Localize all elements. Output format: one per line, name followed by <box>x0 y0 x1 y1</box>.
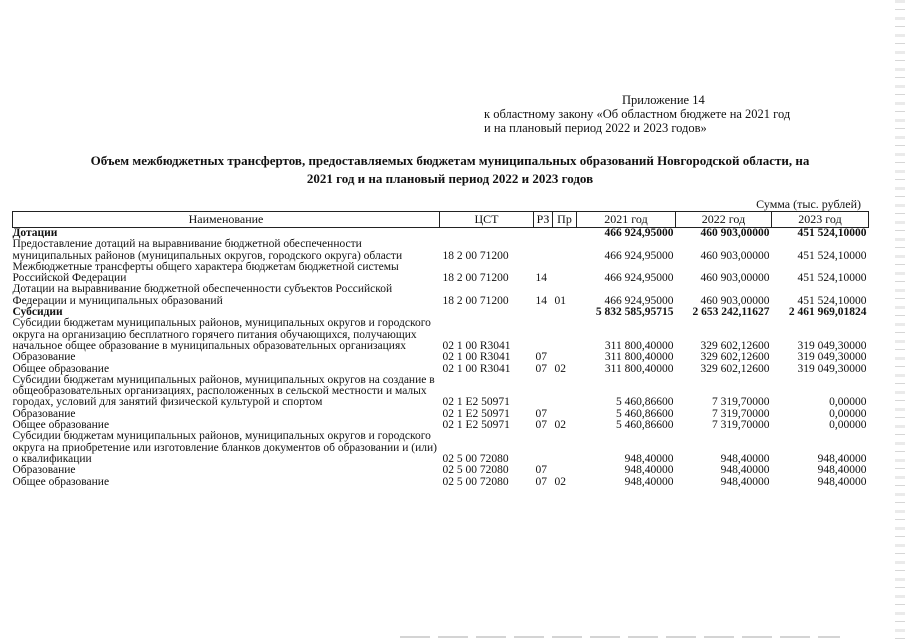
header-2022: 2022 год <box>676 212 772 228</box>
row-name-cell: Межбюджетные трансферты общего характера бюджетам бюджетной системы Российской Федерации <box>12 260 399 285</box>
row-cst-cell: 18 2 00 71200 <box>442 294 509 307</box>
row-rz-cell <box>534 318 553 352</box>
row-cst-cell: 02 5 00 72080 <box>442 464 509 477</box>
header-cst: ЦСТ <box>440 212 534 228</box>
row-name-cell: Субсидии бюджетам муниципальных районов, муниципальных округов и городского округа на организацию бесплатного горячего питания обучающихся, получающих начальное общее образование в муниципальных образовательных организациях <box>12 317 431 352</box>
row-2022-cell: 460 903,00000 <box>700 272 770 285</box>
table-header-row <box>13 212 869 228</box>
row-2022-cell: 948,40000 <box>720 464 770 477</box>
row-2022-cell: 460 903,00000 <box>700 249 770 262</box>
row-cst-cell: 02 1 E2 50971 <box>442 396 510 409</box>
row-pr-cell: 02 <box>554 475 566 488</box>
row-2021-cell: 466 924,95000 <box>604 249 674 262</box>
row-name-cell: Образование <box>12 351 76 364</box>
row-pr-cell <box>553 318 577 352</box>
row-2021-cell: 5 460,86600 <box>616 407 674 420</box>
row-pr-cell <box>553 375 577 409</box>
row-name-cell: Общее образование <box>12 362 110 375</box>
row-name-cell: Дотации на выравнивание бюджетной обеспеченности субъектов Российской Федерации и муниципальных образований <box>12 283 393 307</box>
row-2022-cell: 2 653 242,11627 <box>692 306 770 319</box>
row-2021-cell: 948,40000 <box>624 464 674 477</box>
row-2022-cell: 460 903,00000 <box>700 227 770 239</box>
row-2023-cell: 451 524,10000 <box>797 249 867 262</box>
row-2021-cell: 311 800,40000 <box>604 339 674 352</box>
row-rz-cell: 07 <box>535 464 547 477</box>
row-2023-cell: 948,40000 <box>817 475 867 488</box>
row-2022-cell: 948,40000 <box>720 452 770 465</box>
row-rz-cell: 07 <box>535 475 547 488</box>
row-2021-cell: 948,40000 <box>624 452 674 465</box>
table-row <box>13 262 869 285</box>
row-name-cell: Образование <box>12 464 76 477</box>
row-2022-cell: 7 319,70000 <box>712 396 770 409</box>
row-pr-cell <box>553 431 577 465</box>
row-cst-cell: 18 2 00 71200 <box>442 272 509 285</box>
document-title <box>10 152 890 188</box>
row-2022-cell: 329 602,12600 <box>700 351 770 364</box>
header-rz: РЗ <box>534 212 553 228</box>
row-name-cell: Субсидии бюджетам муниципальных районов, муниципальных округов на создание в общеобразовательных организациях, расположенных в сельской местности и малых городах, условий для занятий физической культурой и спортом <box>12 373 435 409</box>
row-rz-cell: 14 <box>535 294 547 307</box>
row-name-cell: Общее образование <box>12 419 110 432</box>
header-2023: 2023 год <box>772 212 869 228</box>
table-row <box>13 431 869 465</box>
row-cst-cell: 02 1 E2 50971 <box>442 419 510 432</box>
unit-label: Сумма (тыс. рублей) <box>756 197 861 211</box>
row-name-cell: Дотации <box>12 227 58 239</box>
row-rz-cell <box>534 431 553 465</box>
row-rz-cell: 14 <box>535 272 547 285</box>
row-pr-cell: 01 <box>554 294 566 307</box>
row-2022-cell: 329 602,12600 <box>700 362 770 375</box>
table-row <box>13 465 869 476</box>
row-2021-cell: 5 832 585,95715 <box>595 306 674 319</box>
row-pr-cell <box>553 465 577 476</box>
row-rz-cell <box>534 307 553 318</box>
row-rz-cell <box>534 228 553 240</box>
row-2023-cell: 451 524,10000 <box>797 294 867 307</box>
row-rz-cell: 07 <box>535 362 547 375</box>
row-2023-cell: 319 049,30000 <box>797 339 867 352</box>
row-2022-cell: 460 903,00000 <box>700 294 770 307</box>
transfers-table <box>12 211 869 488</box>
row-cst-cell: 02 5 00 72080 <box>442 475 509 488</box>
row-rz-cell <box>534 239 553 262</box>
row-cst-cell <box>440 307 534 318</box>
row-pr-cell: 02 <box>554 419 566 432</box>
row-cst-cell <box>440 228 534 240</box>
document-title-line-1: Объем межбюджетных трансфертов, предоставляемых бюджетам муниципальных образований Новгородской области, на <box>90 153 810 168</box>
table-row <box>13 239 869 262</box>
row-name-cell: Субсидии бюджетам муниципальных районов, муниципальных округов и городского округа на приобретение или изготовление бланков документов об образовании и (или) о квалификации <box>12 430 437 465</box>
row-pr-cell <box>553 262 577 285</box>
row-2023-cell: 0,00000 <box>829 419 867 432</box>
row-rz-cell: 07 <box>535 419 547 432</box>
row-2022-cell: 7 319,70000 <box>712 419 770 432</box>
row-rz-cell: 07 <box>535 351 547 364</box>
row-2023-cell: 451 524,10000 <box>797 272 867 285</box>
row-cst-cell: 18 2 00 71200 <box>442 249 509 262</box>
row-2023-cell: 451 524,10000 <box>797 227 867 239</box>
row-cst-cell: 02 1 00 R3041 <box>442 339 511 352</box>
appendix-number: Приложение 14 <box>622 93 705 107</box>
appendix-header <box>484 93 884 135</box>
row-pr-cell <box>553 352 577 363</box>
row-2021-cell: 466 924,95000 <box>604 272 674 285</box>
row-name-cell: Предоставление дотаций на выравнивание бюджетной обеспеченности муниципальных районов (муниципальных округов, городского округа) области <box>12 238 403 262</box>
row-name-cell: Образование <box>12 407 76 420</box>
row-2021-cell: 311 800,40000 <box>604 362 674 375</box>
header-pr: Пр <box>553 212 577 228</box>
row-2021-cell: 5 460,86600 <box>616 419 674 432</box>
row-rz-cell: 07 <box>535 407 547 420</box>
scan-edge-artifact <box>895 0 905 640</box>
row-cst-cell: 02 5 00 72080 <box>442 452 509 465</box>
row-2023-cell: 0,00000 <box>829 396 867 409</box>
row-name-cell: Общее образование <box>12 475 110 488</box>
row-rz-cell <box>534 375 553 409</box>
row-2022-cell: 948,40000 <box>720 475 770 488</box>
row-2021-cell: 466 924,95000 <box>604 227 674 239</box>
row-2023-cell: 0,00000 <box>829 407 867 420</box>
row-cst-cell: 02 1 00 R3041 <box>442 351 511 364</box>
row-pr-cell: 02 <box>554 362 566 375</box>
scan-bottom-artifact <box>400 636 840 638</box>
row-2021-cell: 466 924,95000 <box>604 294 674 307</box>
row-2022-cell: 7 319,70000 <box>712 407 770 420</box>
row-2021-cell: 948,40000 <box>624 475 674 488</box>
table-row <box>13 477 869 488</box>
row-2023-cell: 948,40000 <box>817 464 867 477</box>
header-2021: 2021 год <box>577 212 676 228</box>
row-2021-cell: 311 800,40000 <box>604 351 674 364</box>
appendix-law-reference: к областному закону «Об областном бюджете на 2021 год <box>484 107 791 121</box>
table-body <box>13 228 869 488</box>
document-title-line-2: 2021 год и на плановый период 2022 и 2023 годов <box>306 171 594 186</box>
row-cst-cell: 02 1 00 R3041 <box>442 362 511 375</box>
table-row <box>13 352 869 363</box>
row-2021-cell: 5 460,86600 <box>616 396 674 409</box>
row-pr-cell <box>553 307 577 318</box>
row-2023-cell: 2 461 969,01824 <box>788 306 867 319</box>
row-pr-cell <box>553 228 577 240</box>
header-name: Наименование <box>13 212 440 228</box>
table-row <box>13 284 869 307</box>
row-pr-cell <box>553 239 577 262</box>
row-cst-cell: 02 1 E2 50971 <box>442 407 510 420</box>
row-name-cell: Субсидии <box>12 306 63 319</box>
row-2022-cell: 329 602,12600 <box>700 339 770 352</box>
table-row <box>13 375 869 409</box>
row-2023-cell: 319 049,30000 <box>797 351 867 364</box>
row-2023-cell: 319 049,30000 <box>797 362 867 375</box>
appendix-period: и на плановый период 2022 и 2023 годов» <box>484 121 707 135</box>
row-2023-cell: 948,40000 <box>817 452 867 465</box>
table-row <box>13 318 869 352</box>
